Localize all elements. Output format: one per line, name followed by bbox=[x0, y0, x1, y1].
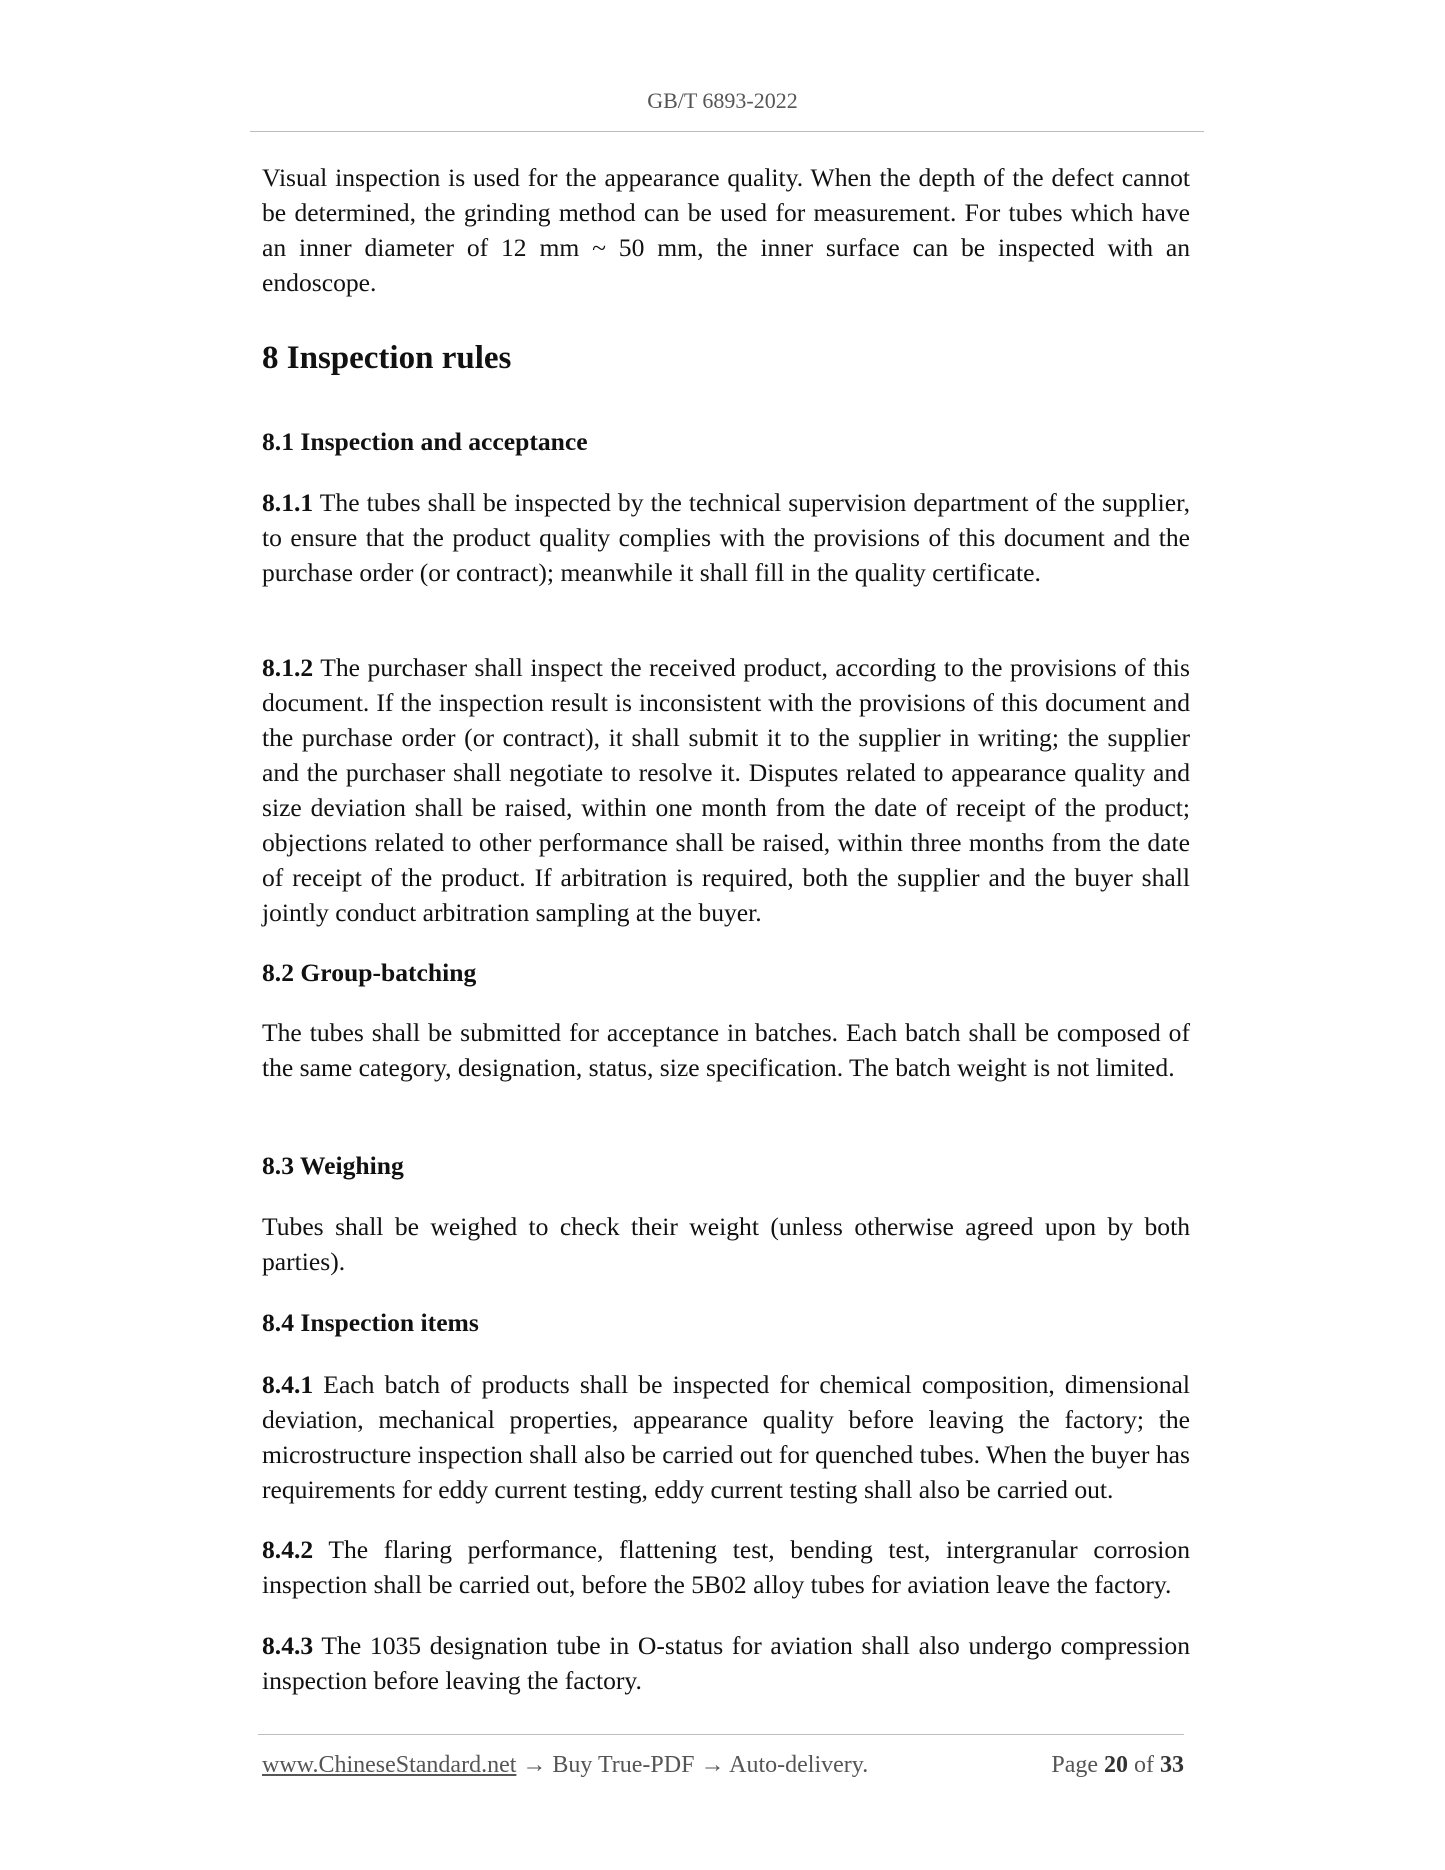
clause-text: The purchaser shall inspect the received product, according to the provisions of this document. If the inspection result is inconsistent with the provisions of this document and the purchase order (or contract), it shall submit it to the supplier in writing; the supplier and the purchaser shall negotiate to resolve it. Disputes related to appearance quality and size deviation shall be raised, within one month from the date of receipt of the product; objections related to other performance shall be raised, within three months from the date of receipt of the product. If arbitration is required, both the supplier and the buyer shall jointly conduct arbitration sampling at the buyer. bbox=[262, 653, 1190, 927]
clause-8-4-1 bbox=[262, 1367, 1190, 1507]
section-8-1-title: 8.1 Inspection and acceptance bbox=[262, 427, 588, 456]
header-divider bbox=[250, 131, 1204, 132]
intro-paragraph: Visual inspection is used for the appearance quality. When the depth of the defect cannot be determined, the grinding method can be used for measurement. For tubes which have an inner diameter of 12 mm ~ 50 mm, the inner surface can be inspected with an endoscope. bbox=[262, 163, 1190, 297]
clause-8-4-3 bbox=[262, 1628, 1190, 1698]
buy-pdf-text: Buy True-PDF bbox=[552, 1752, 695, 1778]
page-label: Page bbox=[1051, 1752, 1104, 1778]
clause-8-4-2 bbox=[262, 1532, 1190, 1602]
clause-text: The tubes shall be inspected by the technical supervision department of the supplier, to ensure that the product quality complies with the provisions of this document and the purchase order (or contract); meanwhile it shall fill in the quality certificate. bbox=[262, 488, 1190, 587]
clause-number: 8.1.2 bbox=[262, 653, 314, 682]
clause-text: Each batch of products shall be inspected for chemical composition, dimensional deviation, mechanical properties, appearance quality before leaving the factory; the microstructure inspection shall also be carried out for quenched tubes. When the buyer has requirements for eddy current testing, eddy current testing shall also be carried out. bbox=[262, 1370, 1190, 1504]
section-8-title: 8 Inspection rules bbox=[262, 340, 512, 376]
clause-8-1-2 bbox=[262, 650, 1190, 930]
page-header-title: GB/T 6893-2022 bbox=[647, 88, 798, 113]
footer-links bbox=[262, 1752, 868, 1779]
of-label: of bbox=[1128, 1752, 1160, 1778]
current-page-number: 20 bbox=[1104, 1752, 1128, 1778]
section-8-4-title: 8.4 Inspection items bbox=[262, 1308, 479, 1337]
website-link[interactable]: www.ChineseStandard.net bbox=[262, 1752, 517, 1778]
page-footer bbox=[262, 1752, 1184, 1779]
arrow-icon: → bbox=[694, 1752, 730, 1778]
page-indicator bbox=[1051, 1752, 1184, 1779]
clause-number: 8.4.1 bbox=[262, 1370, 314, 1399]
section-8-3-title: 8.3 Weighing bbox=[262, 1151, 404, 1180]
clause-text: The flaring performance, flattening test, bending test, intergranular corrosion inspection shall be carried out, before the 5B02 alloy tubes for aviation leave the factory. bbox=[262, 1535, 1190, 1599]
clause-8-1-1 bbox=[262, 485, 1190, 590]
footer-divider bbox=[258, 1734, 1184, 1735]
clause-text: The 1035 designation tube in O-status for aviation shall also undergo compression inspection before leaving the factory. bbox=[262, 1631, 1190, 1695]
section-8-3-text: Tubes shall be weighed to check their weight (unless otherwise agreed upon by both parties). bbox=[262, 1212, 1190, 1276]
arrow-icon: → bbox=[516, 1752, 553, 1778]
clause-number: 8.1.1 bbox=[262, 488, 314, 517]
section-8-2-text: The tubes shall be submitted for acceptance in batches. Each batch shall be composed of the same category, designation, status, size specification. The batch weight is not limited. bbox=[262, 1018, 1190, 1082]
auto-delivery-text: Auto-delivery. bbox=[729, 1752, 869, 1778]
clause-number: 8.4.3 bbox=[262, 1631, 314, 1660]
section-8-2-title: 8.2 Group-batching bbox=[262, 958, 477, 987]
total-pages-number: 33 bbox=[1160, 1752, 1184, 1778]
clause-number: 8.4.2 bbox=[262, 1535, 314, 1564]
